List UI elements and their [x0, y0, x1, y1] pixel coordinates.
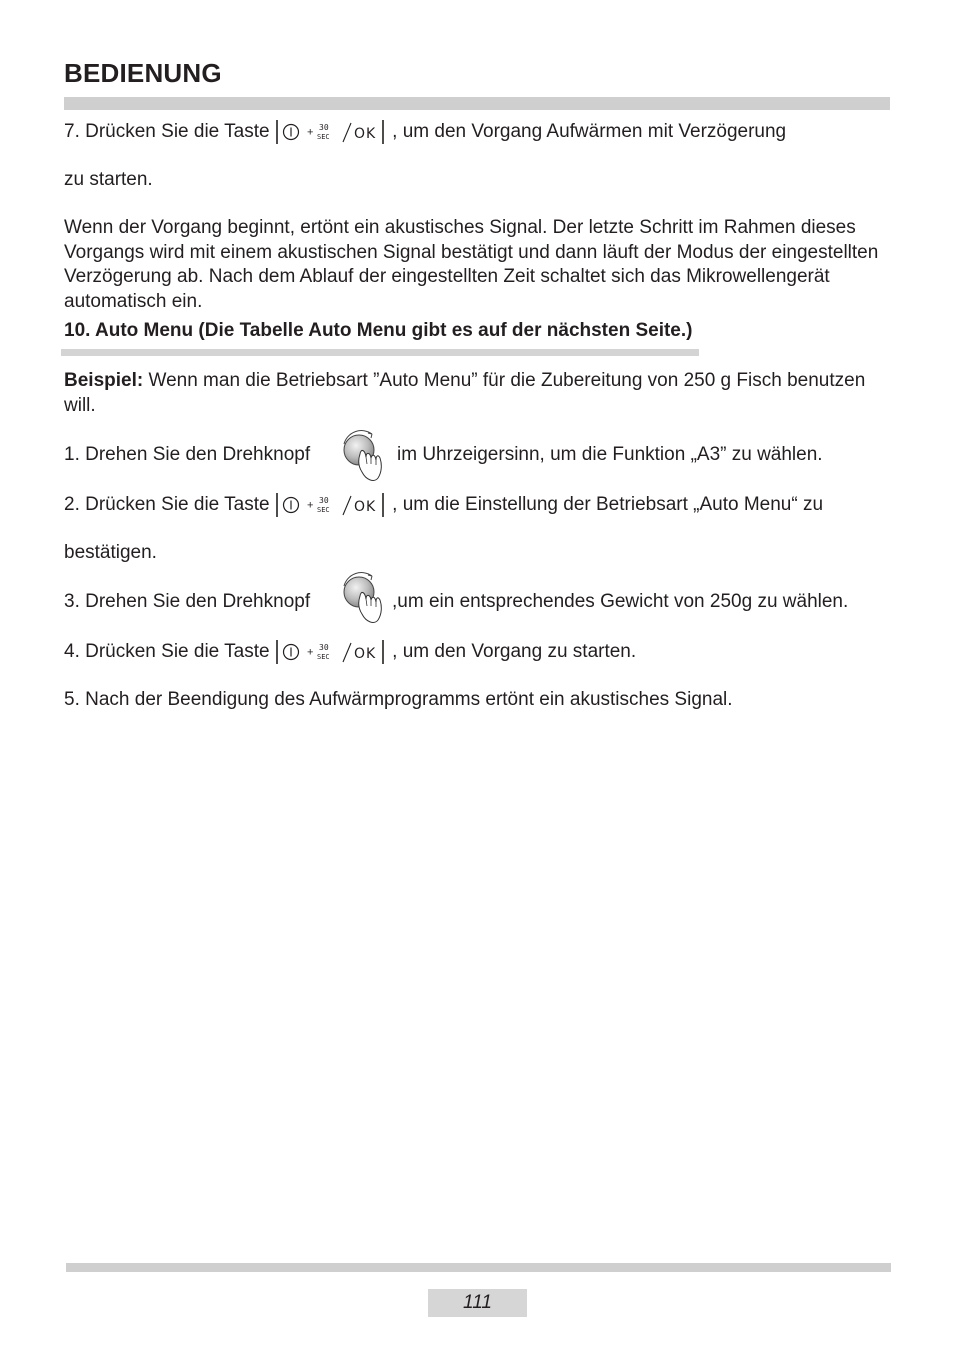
step-3-text-after: ,um ein entsprechendes Gewicht von 250g zu wählen.	[392, 591, 849, 612]
auto-menu-heading: 10. Auto Menu (Die Tabelle Auto Menu gibt es auf der nächsten Seite.)	[64, 320, 693, 341]
header-divider	[64, 97, 890, 110]
section-title: BEDIENUNG	[64, 58, 222, 88]
step-7-text-before: 7. Drücken Sie die Taste	[64, 121, 270, 143]
step-2-text-after: , um die Einstellung der Betriebsart „Auto Menu“ zu	[392, 494, 824, 516]
example-paragraph	[64, 369, 890, 418]
step-2-text-before: 2. Drücken Sie die Taste	[64, 494, 270, 516]
heading-divider	[61, 349, 699, 356]
info-paragraph: Wenn der Vorgang beginnt, ertönt ein akustisches Signal. Der letzte Schritt im Rahmen dieses Vorgangs wird mit einem akustischen Signal bestätigt und dann läuft der Modus der eingestellten Verzögerung ab. Nach dem Ablauf der eingestellten Zeit schaltet sich das Mikrowellengerät automatisch ein.	[64, 217, 879, 312]
step-7-line-2: zu starten.	[64, 169, 153, 190]
page-number: 111	[428, 1289, 527, 1317]
start-30sec-ok-button-icon	[275, 491, 387, 519]
step-1-text-before: 1. Drehen Sie den Drehknopf	[64, 444, 311, 465]
step-3-text-before: 3. Drehen Sie den Drehknopf	[64, 591, 311, 612]
rotary-knob-hand-icon	[338, 430, 386, 486]
step-1-text-after: im Uhrzeigersinn, um die Funktion „A3” zu wählen.	[397, 444, 823, 465]
step-2-line-2: bestätigen.	[64, 542, 157, 563]
start-30sec-ok-button-icon	[275, 118, 387, 146]
footer-divider	[66, 1263, 891, 1272]
example-label: Beispiel:	[64, 370, 144, 391]
step-2-line	[64, 491, 823, 519]
step-5-text: 5. Nach der Beendigung des Aufwärmprogramms ertönt ein akustisches Signal.	[64, 689, 733, 710]
step-7-text-after: , um den Vorgang Aufwärmen mit Verzögerung	[392, 121, 787, 143]
step-7-line	[64, 118, 786, 146]
step-4-text-before: 4. Drücken Sie die Taste	[64, 641, 270, 663]
step-4-line	[64, 638, 636, 666]
example-text: Wenn man die Betriebsart ”Auto Menu” für die Zubereitung von 250 g Fisch benutzen will.	[64, 370, 866, 416]
rotary-knob-hand-icon	[338, 572, 386, 628]
step-4-text-after: , um den Vorgang zu starten.	[392, 641, 637, 663]
start-30sec-ok-button-icon	[275, 638, 387, 666]
